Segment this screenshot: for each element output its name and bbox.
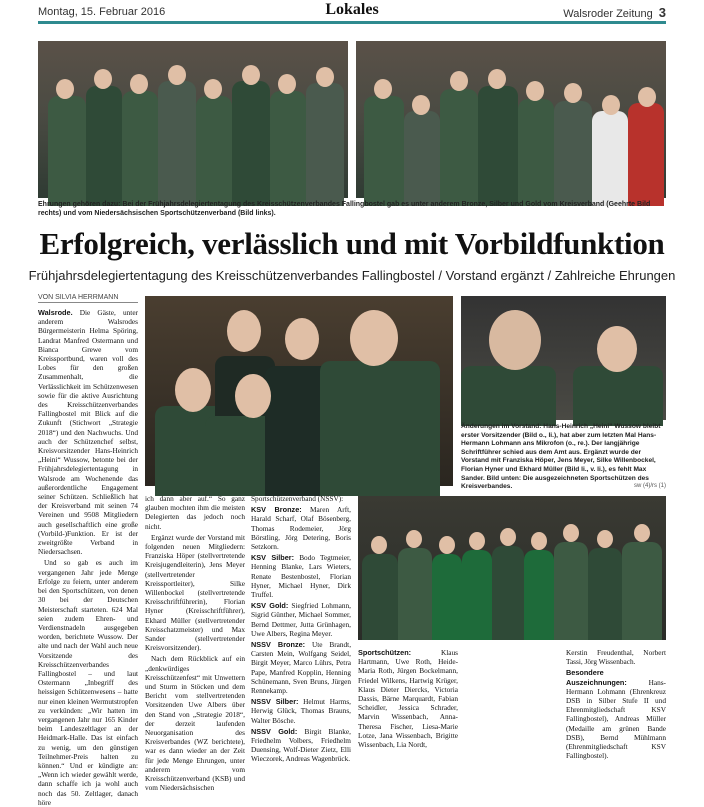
byline: VON SILVIA HERRMANN — [38, 294, 138, 303]
col2-paragraph-2: Ergänzt wurde der Vorstand mit folgenden neuen Mitgliedern: Franziska Höper (stellvertretende Kreisjugendleiterin), Jens Meyer (stellvertretender Kreissportleiter), Silke Willenbockel (stellvertretende Kreisschriftführerin), Florian Hyner (Kreisschriftführer), Ekhard Müller (stellvertretender Kreisschatzmeister) und Max Sander (stellvertretender Kreisvorsitzender). — [145, 532, 245, 653]
photo-wussow-lohmann — [461, 296, 666, 420]
newspaper-title: Walsroder Zeitung — [563, 8, 653, 20]
honor-names: Maren Arft, Harald Scharf, Olaf Bösenberg, Thomas Rodemeier, Jörg Börstling, Jörg Detering, Boris Setzkorn. — [251, 505, 351, 552]
col1-paragraph-2: Und so gab es auch im vergangenen Jahr jede Menge Erfolge zu feiern, unter anderem bei den Sportschützen, von denen 30 bei der Deutschen Meisterschaft starteten. 624 Mal seien zudem Ehren- und Verdienstnadeln ausgegeben worden, berichtete Wussow. Der alte und nach der Wahl auch neue Vorsitzende des Kreisschützenverbandes Fallingbostel – und laut Ostermann „Inbegriff des heissigen Schützenwesens – hatte nur einen kleinen Wermutstropfen zu verkünden: „Wir hatten im vergangenen Jahr nur 165 Kinder beim Landeszeltlager an der Heidmark-Halle. Das ist einfach zu wenig, um den günstigen Teilnehmer-Preis halten zu können.“ Und er kündigte an: „Wenn ich wieder gewählt werde, dann schaffe ich ja wohl auch noch das 50. Zeltlager, danach höre — [38, 558, 138, 807]
photo-sportschuetzen — [358, 496, 666, 640]
article-column-5 — [566, 648, 666, 761]
honor-names: Bodo Tegtmeier, Henning Blanke, Lars Wieters, Renate Bestenbostel, Florian Hyner, Michael Hyner, Dirk Truffel. — [251, 553, 351, 600]
honor-names: Hans-Hermann Lohmann (Ehrenkreuz DSB in Silber Stufe II und Ehrenmitgliedschaft KSV Fallingbostel), Andreas Müller (Medaille am grünen Bande DSB), Bernd Mühlmann (Ehrenmitgliedschaft KSV Fallingbostel). — [566, 677, 666, 761]
honor-label: NSSV Silber: — [251, 697, 299, 707]
photo-honorees-left — [38, 41, 348, 198]
honor-label: NSSV Gold: — [251, 726, 298, 736]
honor-label: Sportschützen: — [358, 648, 412, 657]
right-caption-text: Änderungen im Vorstand: Hans-Heinrich „Heini“ Wussow bleibt erster Vorsitzender (Bild o., li.), hat aber zum letzten Mal Hans-Hermann Lohmann ans Mikrofon (o., re.). Der langjährige Schriftführer schied aus dem Amt aus. Ergänzt wurde der Vorstand mit Franziska Höper, Jens Meyer, Silke Willenbockel, Florian Hyner und Ekhard Müller (Bild li., v. li.), es fehlt Max Sander. Bild unten: Die ausgezeichneten Sportschützen des Kreisverbandes. — [461, 423, 661, 491]
newspaper-name — [563, 5, 666, 20]
honor-label: KSV Bronze: — [251, 505, 302, 515]
article-column-4 — [358, 648, 458, 758]
article-column-2 — [145, 494, 245, 793]
honor-label: KSV Silber: — [251, 553, 295, 563]
top-photo-caption: Ehrungen gehören dazu: Bei der Frühjahrsdelegiertentagung des Kreisschützenverbandes Fallingbostel gab es unter anderem Bronze, Silber und Gold vom Kreisverband (Geehrte Bild rechts) und vom Niedersächsischen Sportschützenverband (Bild links). — [38, 201, 651, 217]
page-number: 3 — [658, 5, 666, 20]
honor-label: NSSV Bronze: — [251, 640, 306, 650]
photo-honorees-right — [356, 41, 666, 198]
honor-names: Ute Brandt, Carsten Mein, Wolfgang Seidel, Birgit Meyer, Marco Lührs, Petra Pape, Manfred Kopplin, Henning Schünemann, Sven Bruns, Jürgen Rennekamp. — [251, 640, 352, 696]
col3-paragraph-1: Sportschützenverband (NSSV): — [251, 494, 344, 503]
col5-text-1: Kerstin Freudenthal, Norbert Tassi, Jörg Wissenbach. — [566, 648, 666, 667]
subheadline: Frühjahrsdelegiertentagung des Kreisschützenverbandes Fallingbostel / Vorstand ergänzt / Zahlreiche Ehrungen — [28, 268, 676, 283]
photo-credit: sw (4)/rs (1) — [634, 483, 666, 490]
article-column-3 — [251, 494, 352, 764]
article-column-1 — [38, 308, 138, 807]
honor-names: Klaus Hartmann, Uwe Roth, Heide-Maria Roth, Jürgen Bockelmann, Friedel Wilkens, Hartwig Krüger, Klaus Dieter Diercks, Victoria Dassis, Bärne Marquardt, Fabian Scheidler, Jessica Schrader, Marvin Wissenbach, Anna-Theresa Fischer, Liesa-Marie Lotze, Jana Wissenbach, Brigitte Wissenbach, Lia Nordt, — [358, 648, 458, 750]
dateline: Walsrode. — [38, 308, 73, 317]
honor-names: Helmut Harms, Herwig Glück, Thomas Brauns, Walter Bösche. — [251, 697, 351, 725]
right-photo-caption — [461, 423, 666, 492]
header-rule — [38, 21, 666, 24]
col1-paragraph-1: Die Gäste, unter anderem Walsrodes Bürgermeisterin Helma Spöring, Landrat Manfred Ostermann und Bianca Grewe vom Kreissportbund, waren voll des Lobes für den großen Zusammenhalt, die Verlässlichkeit im Schützenwesen sowie für die aktive Ausrichtung des Kreisschützenverbandes Fallingbostel mit Blick auf die Zukunft (Stichwort „Strategie 2018“) und den Nachwuchs. Und auch der Schützenchef selbst, Kreisvorsitzender Hans-Heinrich „Heini“ Wussow, betonte bei der Frühjahrsdelegiertentagung in Walsrode am Wochenende das außerordentliche Engagement seiner Schützen. Schließlich hat der Kreisverband mit seinen 74 Vereinen und 9508 Mitgliedern auch gesellschaftlich eine große (Vorbild-)Funktion. Er ist der zweitgrößte Verband in Niedersachsen. — [38, 308, 138, 557]
photo-new-board-members — [145, 296, 453, 486]
honor-names: Siegfried Lohmann, Sigrid Günther, Michael Sommer, Bernd Dettmer, Jutta Grünhagen, Uwe Albers, Regina Meyer. — [251, 601, 351, 638]
honor-names: Birgit Blanke, Friedhelm Volbers, Friedhelm Duensing, Wolf-Dieter Zietz, Elli Wieczorek, Andreas Wagenbrück. — [251, 726, 351, 764]
section-title: Lokales — [325, 1, 379, 18]
honor-label: Besondere Auszeichnungen: — [566, 668, 627, 687]
issue-date: Montag, 15. Februar 2016 — [38, 6, 166, 18]
col2-paragraph-3: Nach dem Rückblick auf ein „denkwürdiges Kreisschützenfest“ mit Unwettern und Sturm in Stöcken und dem Bericht vom stellvertretenden Vorsitzenden Uwe Albers über den Stand von „Strategie 2018“, der derzeit laufenden Neuorganisation des Kreisverbandes (WZ berichtete), war es dann wieder an der Zeit für jede Menge Ehrungen, unter anderem vom Kreisschützenverband (KSB) und vom Niedersächsischen — [145, 654, 245, 793]
honor-label: KSV Gold: — [251, 601, 289, 611]
col2-paragraph-1: ich dann aber auf.“ So ganz glauben mochten ihm die meisten Delegierten das jedoch noch nicht. — [145, 494, 245, 531]
headline: Erfolgreich, verlässlich und mit Vorbildfunktion — [39, 226, 665, 261]
